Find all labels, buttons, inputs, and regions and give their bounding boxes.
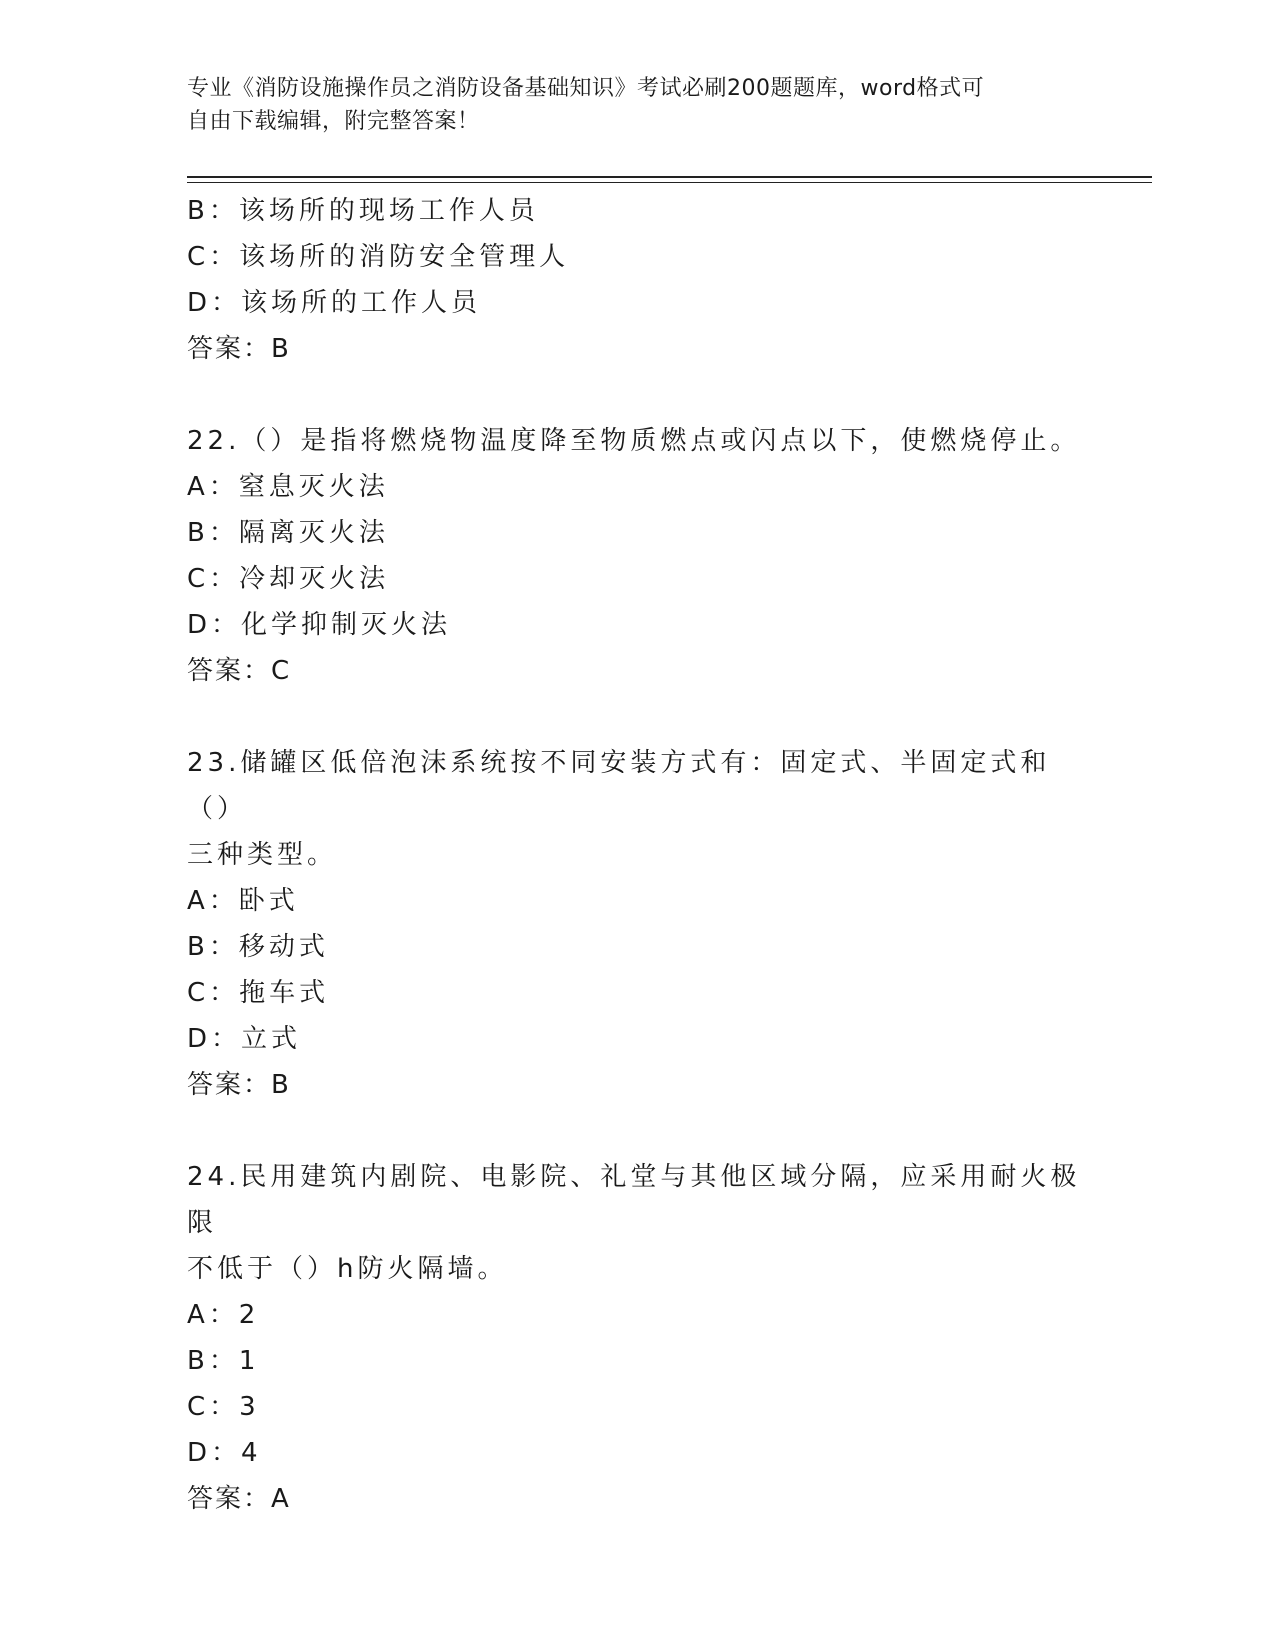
answer-line: 答案：A xyxy=(187,1484,291,1514)
header-divider-thick xyxy=(187,176,1152,178)
option-c: C：该场所的消防安全管理人 xyxy=(187,242,570,272)
question-stem-cont: 三种类型。 xyxy=(187,840,338,870)
option-a: A：窒息灭火法 xyxy=(187,472,389,502)
option-d: D：化学抑制灭火法 xyxy=(187,610,452,640)
question-22 xyxy=(187,418,1087,694)
option-b: B：1 xyxy=(187,1346,260,1376)
question-stem: 23.储罐区低倍泡沫系统按不同安装方式有：固定式、半固定式和（） xyxy=(187,748,1051,824)
prev-question-block xyxy=(187,188,1087,372)
option-a: A：卧式 xyxy=(187,886,299,916)
document-header xyxy=(187,72,1067,138)
option-c: C：拖车式 xyxy=(187,978,330,1008)
question-24 xyxy=(187,1154,1087,1522)
header-line-2: 自由下载编辑，附完整答案！ xyxy=(187,109,480,134)
question-stem: 24.民用建筑内剧院、电影院、礼堂与其他区域分隔，应采用耐火极限 xyxy=(187,1162,1081,1238)
answer-line: 答案：B xyxy=(187,1070,291,1100)
option-d: D：4 xyxy=(187,1438,262,1468)
option-c: C：冷却灭火法 xyxy=(187,564,390,594)
question-stem: 22.（）是指将燃烧物温度降至物质燃点或闪点以下，使燃烧停止。 xyxy=(187,426,1081,456)
option-b: B：隔离灭火法 xyxy=(187,518,389,548)
question-stem-cont: 不低于（）h防火隔墙。 xyxy=(187,1254,508,1284)
option-b: B：移动式 xyxy=(187,932,329,962)
question-list xyxy=(187,188,1087,1522)
answer-line: 答案：C xyxy=(187,656,292,686)
option-b: B：该场所的现场工作人员 xyxy=(187,196,539,226)
option-a: A：2 xyxy=(187,1300,260,1330)
header-line-1: 专业《消防设施操作员之消防设备基础知识》考试必刷200题题库，word格式可 xyxy=(187,76,985,101)
option-c: C：3 xyxy=(187,1392,260,1422)
header-divider-thin xyxy=(187,182,1152,183)
option-d: D：该场所的工作人员 xyxy=(187,288,482,318)
answer-line: 答案：B xyxy=(187,334,291,364)
option-d: D：立式 xyxy=(187,1024,302,1054)
question-23 xyxy=(187,740,1087,1108)
